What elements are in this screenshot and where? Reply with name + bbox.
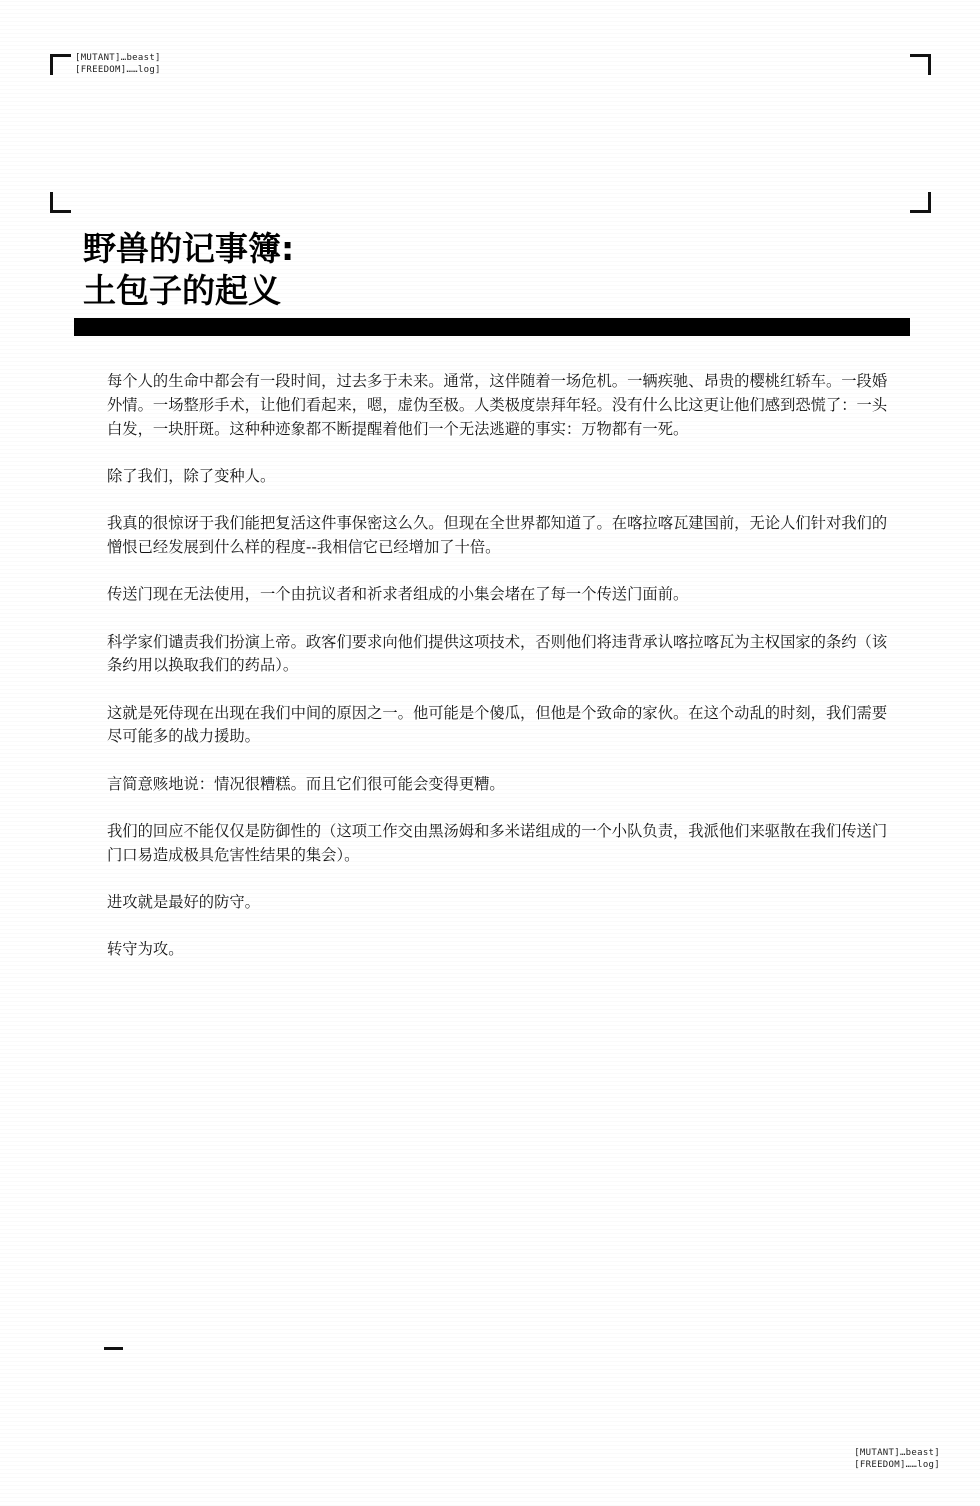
page-title-line-2: 土包子的起义 bbox=[83, 271, 281, 310]
title-underline-bar bbox=[74, 318, 910, 336]
end-dash-mark bbox=[104, 1347, 123, 1350]
header-tag-line-1: [MUTANT]…beast] bbox=[75, 53, 161, 63]
paragraph: 进攻就是最好的防守。 bbox=[107, 893, 260, 912]
corner-mark-bottom-left bbox=[50, 192, 71, 213]
paragraph: 我们的回应不能仅仅是防御性的（这项工作交由黑汤姆和多米诺组成的一个小队负责，我派他们来驱散在我们传送门门口易造成极具危害性结果的集会）。 bbox=[107, 822, 888, 864]
page-title bbox=[83, 228, 294, 312]
paragraph: 言简意赅地说：情况很糟糕。而且它们很可能会变得更糟。 bbox=[107, 774, 505, 793]
footer-tag-line-2: [FREEDOM]……log] bbox=[854, 1460, 940, 1470]
corner-mark-bottom-right bbox=[910, 192, 931, 213]
header-tag-line-2: [FREEDOM]……log] bbox=[75, 65, 161, 75]
page-title-line-1: 野兽的记事簿: bbox=[83, 229, 295, 268]
paragraph: 传送门现在无法使用，一个由抗议者和祈求者组成的小集会堵在了每一个传送门面前。 bbox=[107, 585, 689, 604]
log-body bbox=[107, 370, 892, 986]
header-tag bbox=[75, 52, 161, 76]
footer-tag bbox=[854, 1447, 940, 1471]
paragraph: 这就是死侍现在出现在我们中间的原因之一。他可能是个傻瓜，但他是个致命的家伙。在这个动乱的时刻，我们需要尽可能多的战力援助。 bbox=[107, 703, 888, 746]
paragraph: 科学家们谴责我们扮演上帝。政客们要求向他们提供这项技术，否则他们将违背承认喀拉喀瓦为主权国家的条约（该条约用以换取我们的药品）。 bbox=[107, 632, 888, 675]
corner-mark-top-right bbox=[910, 54, 931, 75]
paragraph: 转守为攻。 bbox=[107, 940, 184, 959]
paragraph: 我真的很惊讶于我们能把复活这件事保密这么久。但现在全世界都知道了。在喀拉喀瓦建国前，无论人们针对我们的憎恨已经发展到什么样的程度--我相信它已经增加了十倍。 bbox=[107, 514, 888, 556]
corner-mark-top-left bbox=[50, 54, 71, 75]
paragraph: 除了我们，除了变种人。 bbox=[107, 466, 276, 485]
paragraph: 每个人的生命中都会有一段时间，过去多于未来。通常，这伴随着一场危机。一辆疾驰、昂贵的樱桃红轿车。一段婚外情。一场整形手术，让他们看起来，嗯，虚伪至极。人类极度崇拜年轻。没有什么比这更让他们感到恐慌了：一头白发，一块肝斑。这种种迹象都不断提醒着他们一个无法逃避的事实：万物都有一死。 bbox=[107, 372, 888, 438]
footer-tag-line-1: [MUTANT]…beast] bbox=[854, 1448, 940, 1458]
